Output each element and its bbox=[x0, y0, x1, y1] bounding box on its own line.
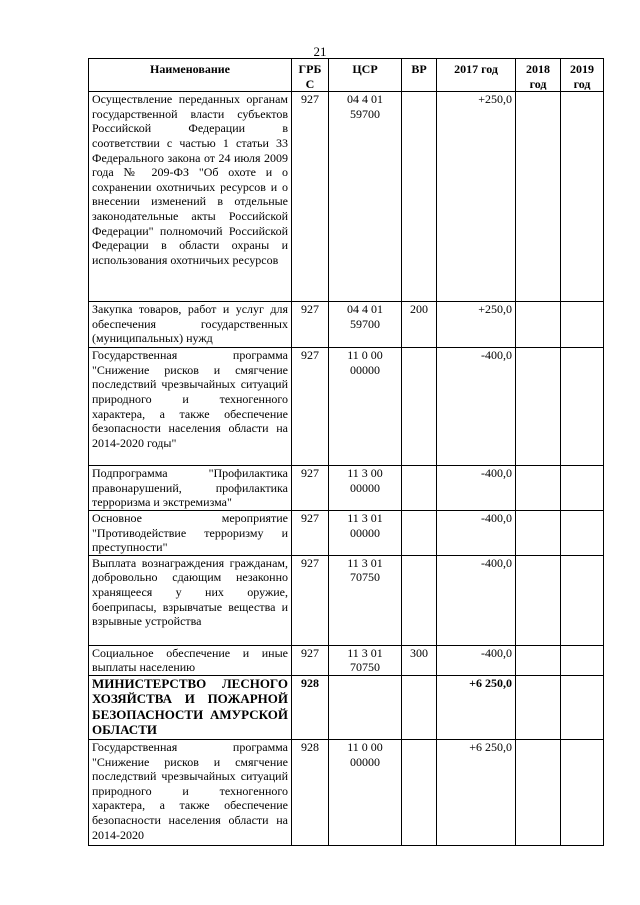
row-csr-cell: 11 3 01 00000 bbox=[329, 510, 402, 555]
row-2019-cell bbox=[561, 510, 604, 555]
row-2017-cell: -400,0 bbox=[437, 510, 516, 555]
row-csr-cell: 04 4 01 59700 bbox=[329, 92, 402, 302]
row-grbs-cell: 927 bbox=[292, 510, 329, 555]
row-2018-cell bbox=[516, 466, 561, 511]
row-2017-cell: +6 250,0 bbox=[437, 739, 516, 845]
row-csr-cell: 11 3 01 70750 bbox=[329, 645, 402, 675]
row-2017-cell: -400,0 bbox=[437, 645, 516, 675]
row-2019-cell bbox=[561, 92, 604, 302]
table-row bbox=[89, 645, 604, 675]
page-number: 21 bbox=[313, 44, 327, 59]
row-2019-cell bbox=[561, 302, 604, 348]
row-2017-cell: -400,0 bbox=[437, 466, 516, 511]
row-vr-cell bbox=[402, 739, 437, 845]
table-row bbox=[89, 92, 604, 302]
row-2019-cell bbox=[561, 739, 604, 845]
row-csr-cell: 11 3 01 70750 bbox=[329, 555, 402, 645]
row-2018-cell bbox=[516, 348, 561, 466]
row-name-cell: Выплата вознаграждения гражданам, добровольно сдающим незаконно хранящееся у них оружие, боеприпасы, взрывчатые вещества и взрывные устройства bbox=[89, 555, 292, 645]
row-2017-cell: -400,0 bbox=[437, 555, 516, 645]
row-vr-cell bbox=[402, 348, 437, 466]
row-vr-cell: 300 bbox=[402, 645, 437, 675]
row-2018-cell bbox=[516, 645, 561, 675]
row-csr-cell: 11 0 00 00000 bbox=[329, 348, 402, 466]
row-name-cell: Государственная программа "Снижение рисков и смягчение последствий чрезвычайных ситуаций природного и техногенного характера, а также обеспечение безопасности населения области на 2014-2020 bbox=[89, 739, 292, 845]
row-2019-cell bbox=[561, 555, 604, 645]
row-2017-cell: +250,0 bbox=[437, 302, 516, 348]
row-vr-cell bbox=[402, 466, 437, 511]
table-row bbox=[89, 675, 604, 739]
row-grbs-cell: 927 bbox=[292, 645, 329, 675]
row-csr-cell bbox=[329, 675, 402, 739]
table-row bbox=[89, 510, 604, 555]
header-row bbox=[89, 59, 604, 92]
row-vr-cell bbox=[402, 92, 437, 302]
header-2017: 2017 год bbox=[437, 59, 516, 92]
row-grbs-cell: 927 bbox=[292, 348, 329, 466]
row-vr-cell bbox=[402, 510, 437, 555]
table-row bbox=[89, 555, 604, 645]
budget-table bbox=[88, 58, 604, 846]
row-grbs-cell: 927 bbox=[292, 466, 329, 511]
row-name-cell: Государственная программа "Снижение рисков и смягчение последствий чрезвычайных ситуаций природного и техногенного характера, а также обеспечение безопасности населения области на 2014-2020 годы" bbox=[89, 348, 292, 466]
row-2018-cell bbox=[516, 302, 561, 348]
row-name-cell: МИНИСТЕРСТВО ЛЕСНОГО ХОЗЯЙСТВА И ПОЖАРНОЙ БЕЗОПАСНОСТИ АМУРСКОЙ ОБЛАСТИ bbox=[89, 675, 292, 739]
row-grbs-cell: 927 bbox=[292, 302, 329, 348]
row-grbs-cell: 927 bbox=[292, 92, 329, 302]
header-name: Наименование bbox=[89, 59, 292, 92]
row-name-cell: Социальное обеспечение и иные выплаты населению bbox=[89, 645, 292, 675]
row-grbs-cell: 927 bbox=[292, 555, 329, 645]
row-csr-cell: 11 0 00 00000 bbox=[329, 739, 402, 845]
row-2019-cell bbox=[561, 675, 604, 739]
row-2018-cell bbox=[516, 555, 561, 645]
row-name-cell: Подпрограмма "Профилактика правонарушений, профилактика терроризма и экстремизма" bbox=[89, 466, 292, 511]
row-name-cell: Закупка товаров, работ и услуг для обеспечения государственных (муниципальных) нужд bbox=[89, 302, 292, 348]
table-row bbox=[89, 302, 604, 348]
row-csr-cell: 04 4 01 59700 bbox=[329, 302, 402, 348]
row-2018-cell bbox=[516, 675, 561, 739]
row-vr-cell bbox=[402, 555, 437, 645]
table-row bbox=[89, 739, 604, 845]
row-2017-cell: +6 250,0 bbox=[437, 675, 516, 739]
row-csr-cell: 11 3 00 00000 bbox=[329, 466, 402, 511]
header-2018: 2018 год bbox=[516, 59, 561, 92]
row-2019-cell bbox=[561, 348, 604, 466]
header-2019: 2019 год bbox=[561, 59, 604, 92]
row-name-cell: Осуществление переданных органам государственной власти субъектов Российской Федерации в соответствии с частью 1 статьи 33 Федерального закона от 24 июля 2009 года № 209-ФЗ "Об охоте и о сохранении охотничьих ресурсов и о внесении изменений в отдельные законодательные акты Российской Федерации" полномочий Российской Федерации в области охраны и использования охотничьих ресурсов bbox=[89, 92, 292, 302]
row-name-cell: Основное мероприятие "Противодействие терроризму и преступности" bbox=[89, 510, 292, 555]
header-csr: ЦСР bbox=[329, 59, 402, 92]
row-2019-cell bbox=[561, 466, 604, 511]
row-2019-cell bbox=[561, 645, 604, 675]
row-grbs-cell: 928 bbox=[292, 739, 329, 845]
row-vr-cell bbox=[402, 675, 437, 739]
row-2017-cell: +250,0 bbox=[437, 92, 516, 302]
row-2018-cell bbox=[516, 739, 561, 845]
row-2018-cell bbox=[516, 510, 561, 555]
row-2018-cell bbox=[516, 92, 561, 302]
header-vr: ВР bbox=[402, 59, 437, 92]
table-row bbox=[89, 466, 604, 511]
row-grbs-cell: 928 bbox=[292, 675, 329, 739]
row-2017-cell: -400,0 bbox=[437, 348, 516, 466]
row-vr-cell: 200 bbox=[402, 302, 437, 348]
table-row bbox=[89, 348, 604, 466]
header-grbs: ГРБ С bbox=[292, 59, 329, 92]
